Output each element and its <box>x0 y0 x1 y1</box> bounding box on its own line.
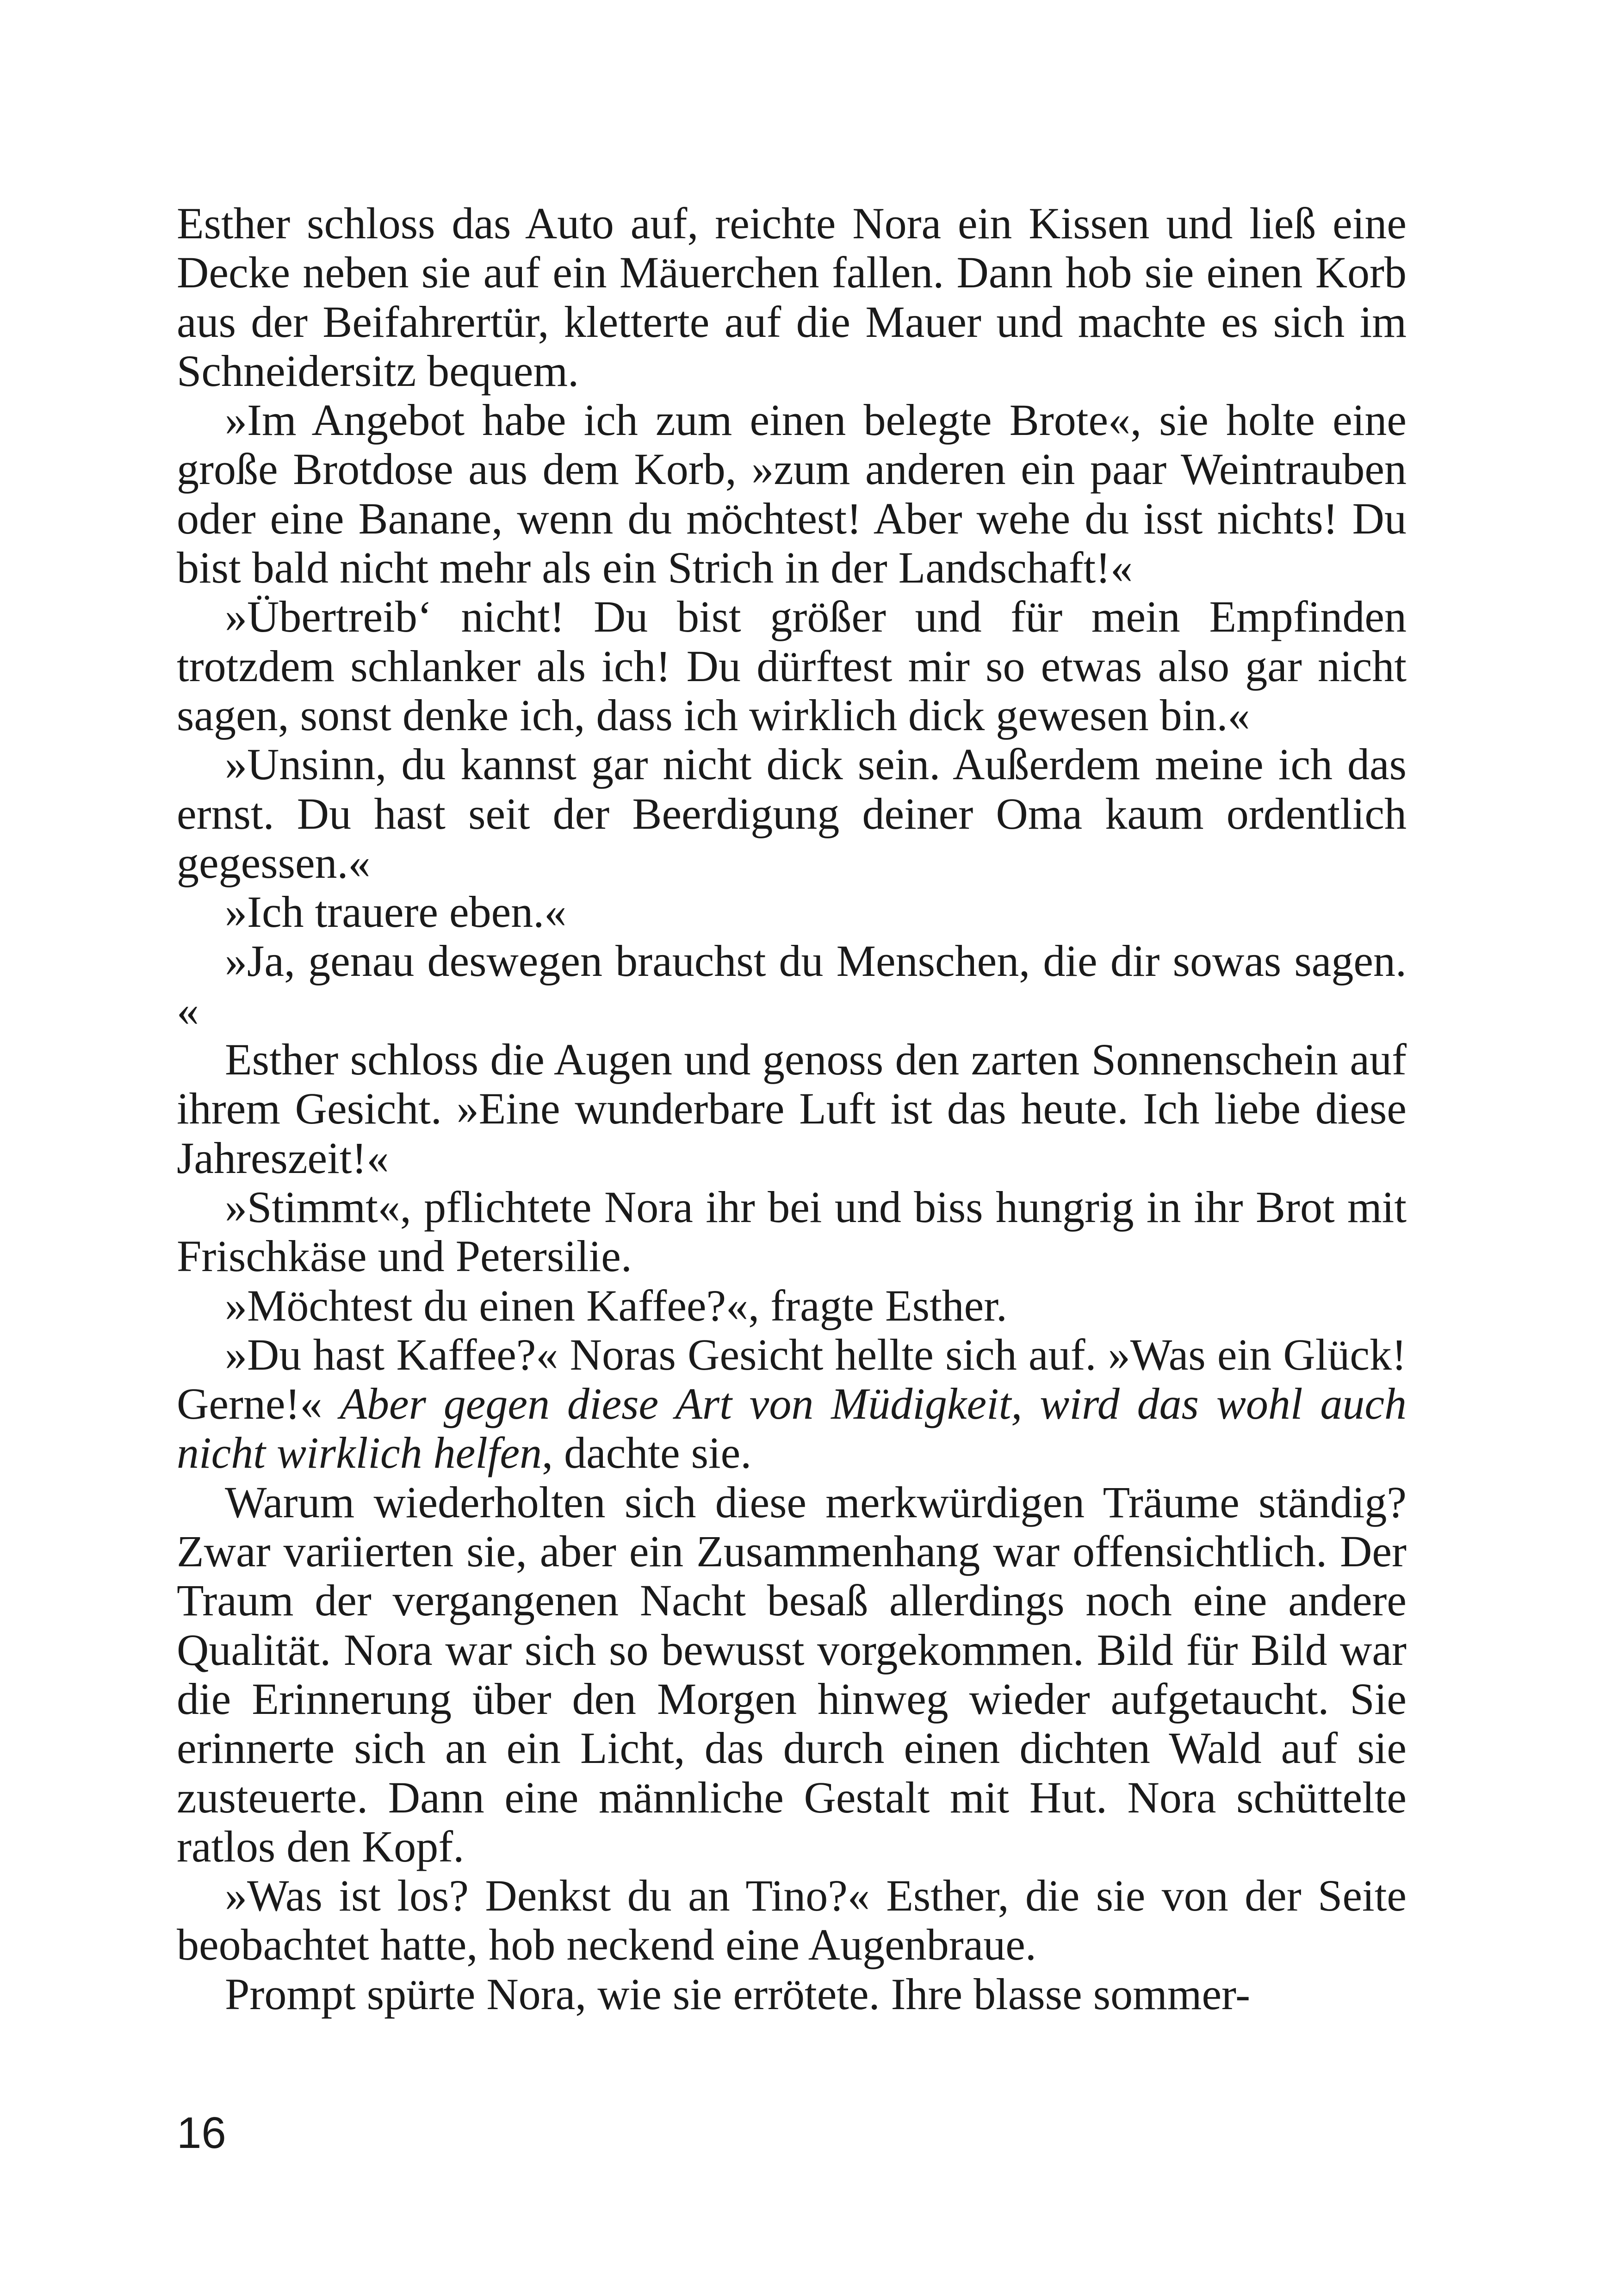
paragraph-10-dialogue: »Du hast Kaffee?« Noras Gesicht hellte sich auf. »Was ein Glück! Gerne!« <box>177 1329 1407 1429</box>
paragraph-6: »Ja, genau deswegen brauchst du Menschen, die dir sowas sagen. « <box>177 936 1407 1035</box>
page-number: 16 <box>177 2108 226 2158</box>
paragraph-10-thought: Aber gegen diese Art von Müdigkeit, wird das wohl auch nicht wirklich helfen <box>177 1379 1407 1478</box>
paragraph-10-tail: , dachte sie. <box>542 1428 752 1478</box>
paragraph-5: »Ich trauere eben.« <box>225 887 567 937</box>
paragraph-3: »Übertreib‘ nicht! Du bist größer und für mein Empfinden trotzdem schlanker als ich! Du dürftest mir so etwas also gar nicht sagen, sonst denke ich, dass ich wirklich dick gewesen bin.« <box>177 592 1407 740</box>
paragraph-1: Esther schloss das Auto auf, reichte Nora ein Kissen und ließ eine Decke neben sie auf ein Mäuerchen fallen. Dann hob sie einen Korb aus der Beifahrertür, kletterte auf die Mauer und machte es sich im Schneidersitz bequem. <box>177 199 1407 396</box>
paragraph-4: »Unsinn, du kannst gar nicht dick sein. Außerdem meine ich das ernst. Du hast seit der Beerdigung deiner Oma kaum ordentlich gegessen.« <box>177 739 1407 887</box>
paragraph-8: »Stimmt«, pflichtete Nora ihr bei und biss hungrig in ihr Brot mit Frischkäse und Petersilie. <box>177 1182 1407 1281</box>
paragraph-10 <box>177 1330 1407 1478</box>
paragraph-13: Prompt spürte Nora, wie sie errötete. Ihre blasse sommer- <box>225 1969 1251 2019</box>
body-text <box>177 199 1407 2019</box>
paragraph-12: »Was ist los? Denkst du an Tino?« Esther, die sie von der Seite beobachtet hatte, hob neckend eine Augenbraue. <box>177 1871 1407 1970</box>
paragraph-11: Warum wiederholten sich diese merkwürdigen Träume ständig? Zwar variierten sie, aber ein Zusammenhang war offensichtlich. Der Traum der vergangenen Nacht besaß allerdings noch eine andere Qualität. Nora war sich so bewusst vorgekommen. Bild für Bild war die Erinnerung über den Morgen hinweg wieder aufgetaucht. Sie erinnerte sich an ein Licht, das durch einen dichten Wald auf sie zusteuerte. Dann eine männliche Gestalt mit Hut. Nora schüttelte ratlos den Kopf. <box>177 1477 1407 1871</box>
paragraph-2: »Im Angebot habe ich zum einen belegte Brote«, sie holte eine große Brotdose aus dem Korb, »zum anderen ein paar Weintrauben oder eine Banane, wenn du möchtest! Aber wehe du isst nichts! Du bist bald nicht mehr als ein Strich in der Landschaft!« <box>177 395 1407 593</box>
paragraph-9: »Möchtest du einen Kaffee?«, fragte Esther. <box>225 1280 1007 1330</box>
paragraph-7: Esther schloss die Augen und genoss den zarten Sonnenschein auf ihrem Gesicht. »Eine wunderbare Luft ist das heute. Ich liebe diese Jahreszeit!« <box>177 1035 1407 1183</box>
